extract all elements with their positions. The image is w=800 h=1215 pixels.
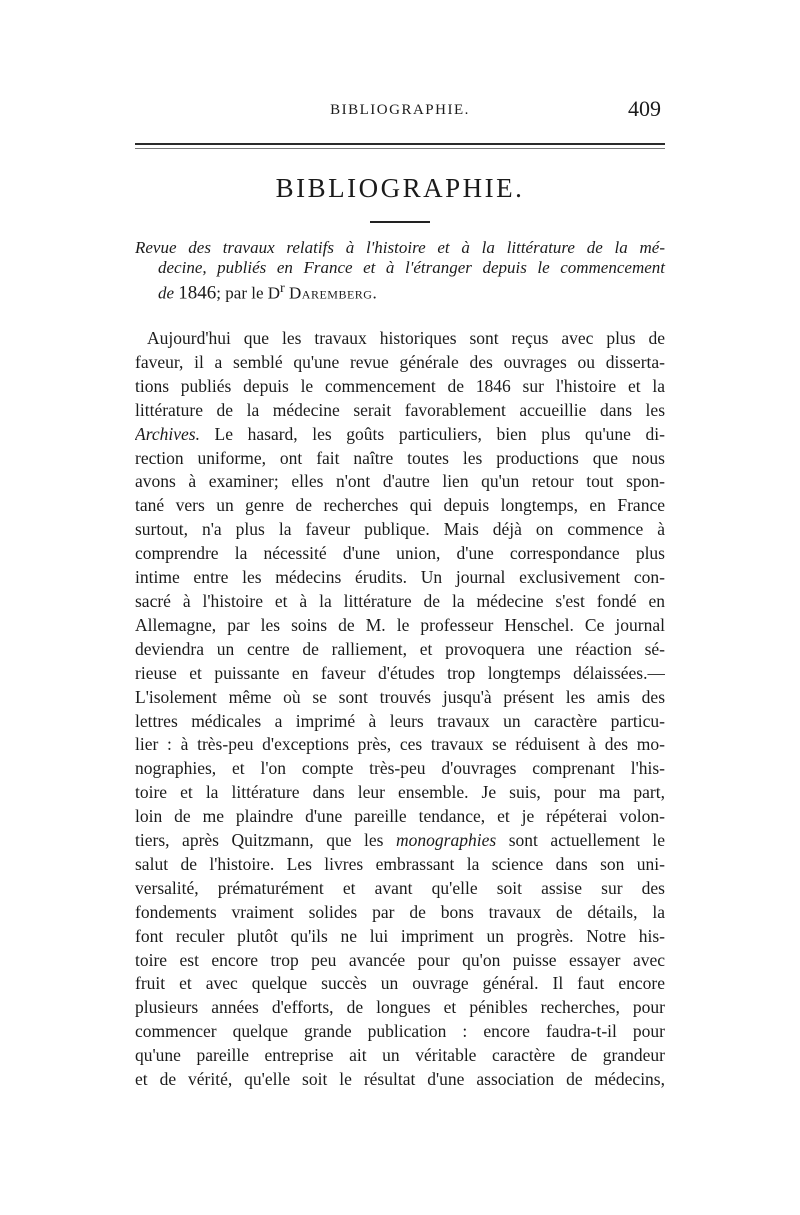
page-number: 409 bbox=[628, 96, 661, 121]
body-line: versalité, prématurément et avant qu'elle soit assise sur des bbox=[135, 877, 665, 898]
section-title: BIBLIOGRAPHIE. bbox=[275, 173, 525, 203]
body-line: tiers, après Quitzmann, que les monographies sont actuellement le bbox=[135, 830, 665, 851]
review-heading-de: de bbox=[158, 283, 175, 303]
header-rule bbox=[135, 143, 665, 149]
review-year: 1846 bbox=[178, 282, 217, 304]
body-line: tions publiés depuis le commencement de 1846 sur l'histoire et la bbox=[135, 375, 665, 396]
body-line: avons à examiner; elles n'ont d'autre lien qu'un retour tout spon- bbox=[135, 471, 665, 492]
body-line: loin de me plaindre d'une pareille tendance, et je répéterai volon- bbox=[135, 806, 665, 827]
italic-word: monographies bbox=[396, 830, 497, 851]
review-heading-line: Revue des travaux relatifs à l'histoire et à la littérature de la mé- bbox=[135, 238, 665, 257]
body-line: fondements vraiment solides par de bons travaux de détails, la bbox=[135, 901, 665, 922]
body-line: littérature de la médecine serait favorablement accueillie dans les bbox=[135, 399, 665, 420]
body-line: toire et la littérature dans leur ensemble. Je suis, pour ma part, bbox=[135, 782, 665, 803]
body-line: nographies, et l'on compte très-peu d'ouvrages comprenant l'his- bbox=[135, 758, 665, 779]
review-heading-line: decine, publiés en France et à l'étranger depuis le commencement bbox=[158, 258, 665, 277]
body-line: Archives. Le hasard, les goûts particuliers, bien plus qu'une di- bbox=[135, 423, 665, 444]
review-doctor-superscript: r bbox=[280, 280, 285, 296]
body-line: Aujourd'hui que les travaux historiques sont reçus avec plus de bbox=[147, 328, 665, 348]
body-line: rection uniforme, ont fait naître toutes les productions que nous bbox=[135, 447, 665, 468]
body-line: comprendre la nécessité d'une union, d'une correspondance plus bbox=[135, 543, 665, 564]
body-line: deviendra un centre de ralliement, et provoquera une réaction sé- bbox=[135, 638, 665, 659]
body-line: intime entre les médecins érudits. Un journal exclusivement con- bbox=[135, 567, 665, 588]
body-line: et de vérité, qu'elle soit le résultat d'une association de médecins, bbox=[135, 1069, 665, 1090]
body-line: lettres médicales a imprimé à leurs travaux un caractère particu- bbox=[135, 710, 665, 731]
body-line: font reculer plutôt qu'ils ne lui impriment un progrès. Notre his- bbox=[135, 925, 665, 946]
italic-word: Archives. bbox=[135, 423, 200, 444]
body-line: fruit et avec quelque succès un ouvrage général. Il faut encore bbox=[135, 973, 665, 994]
body-text bbox=[135, 327, 665, 1092]
running-head bbox=[135, 94, 665, 126]
body-line: sacré à l'histoire et à la littérature de la médecine s'est fondé en bbox=[135, 590, 665, 611]
body-line: lier : à très-peu d'exceptions près, ces travaux se réduisent à des mo- bbox=[135, 734, 665, 755]
body-line: L'isolement même où se sont trouvés jusqu'à présent les amis des bbox=[135, 686, 665, 707]
body-line: qu'une pareille entreprise ait un véritable caractère de grandeur bbox=[135, 1045, 665, 1066]
body-line: Allemagne, par les soins de M. le professeur Henschel. Ce journal bbox=[135, 614, 665, 635]
body-line: rieuse et puissante en faveur d'études trop longtemps délaissées.— bbox=[135, 662, 665, 683]
running-title: BIBLIOGRAPHIE. bbox=[330, 102, 470, 118]
body-line: toire est encore trop peu avancée pour qu'on puisse essayer avec bbox=[135, 949, 665, 970]
body-line: faveur, il a semblé qu'une revue générale des ouvrages ou disserta- bbox=[135, 351, 665, 372]
review-heading bbox=[135, 238, 665, 304]
body-line: salut de l'histoire. Les livres embrassant la science dans son uni- bbox=[135, 853, 665, 874]
title-rule bbox=[370, 221, 430, 223]
review-heading-line bbox=[135, 278, 665, 304]
review-author: Daremberg. bbox=[289, 283, 378, 303]
body-line: tané vers un genre de recherches qui depuis longtemps, en France bbox=[135, 495, 665, 516]
body-line: commencer quelque grande publication : encore faudra-t-il pour bbox=[135, 1021, 665, 1042]
body-line: surtout, n'a plus la faveur publique. Mais déjà on commence à bbox=[135, 519, 665, 540]
body-line: plusieurs années d'efforts, de longues et pénibles recherches, pour bbox=[135, 997, 665, 1018]
review-by: ; par le D bbox=[216, 283, 281, 303]
